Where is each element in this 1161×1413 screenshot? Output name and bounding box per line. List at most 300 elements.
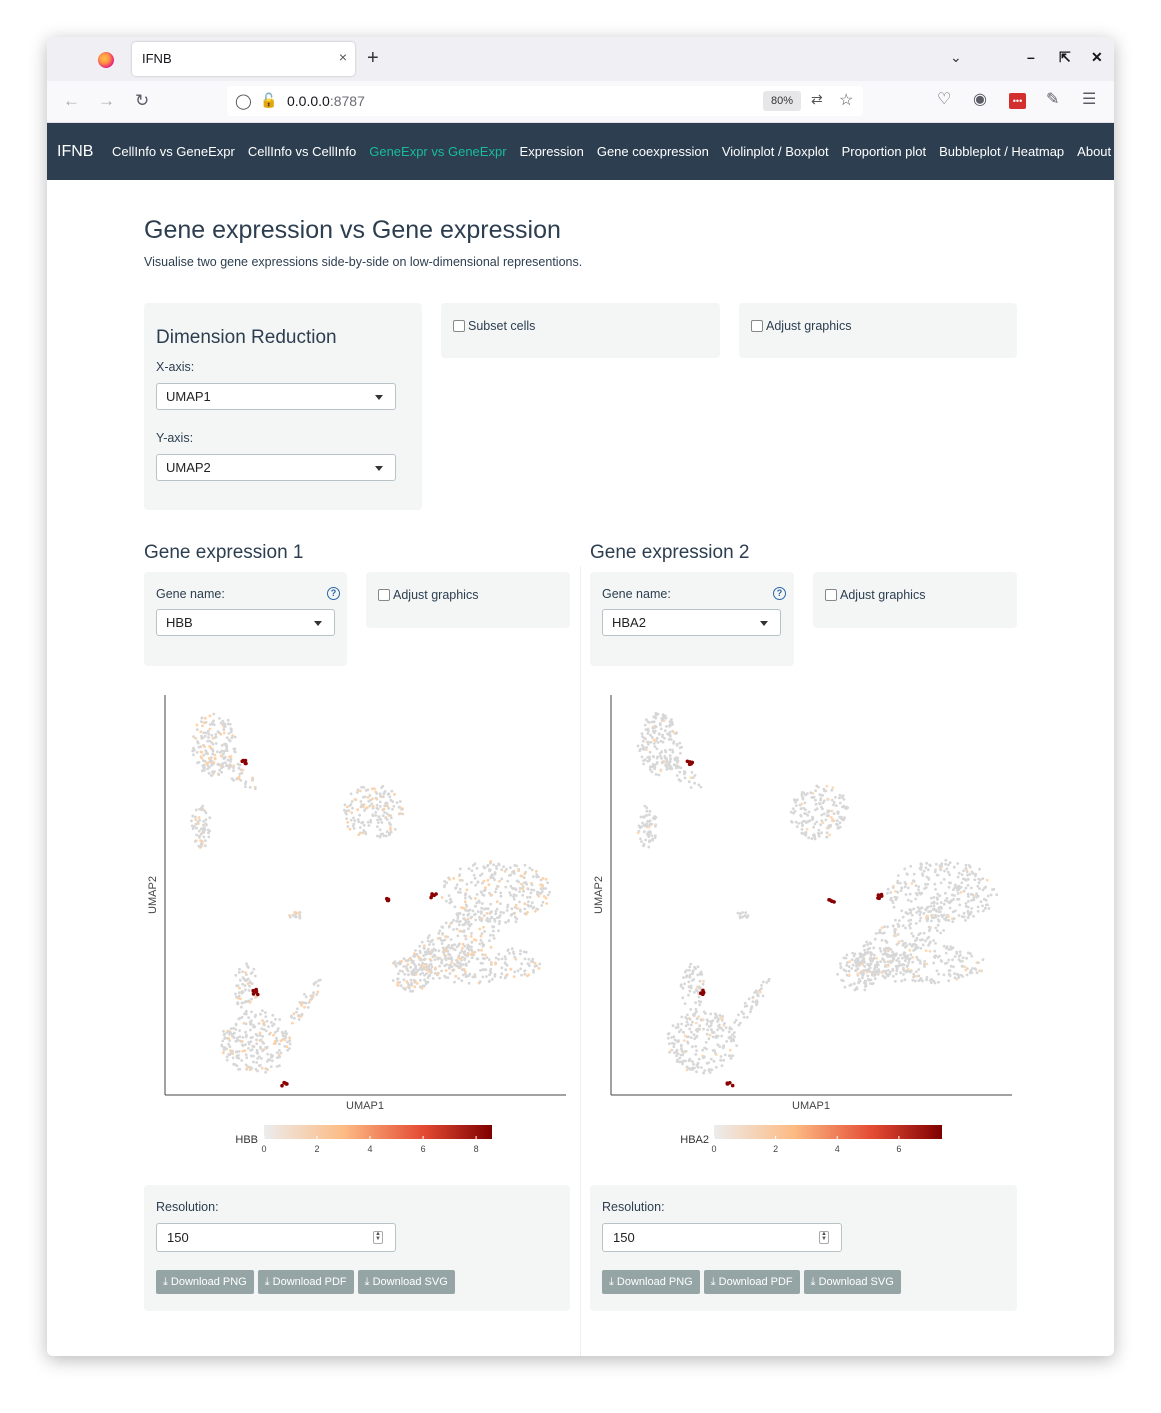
cell-point: [658, 732, 661, 735]
cell-point: [270, 1065, 273, 1068]
cell-point: [464, 897, 467, 900]
cell-point: [957, 976, 960, 979]
cell-point: [929, 950, 932, 953]
cell-point: [680, 1045, 683, 1048]
cell-point: [876, 961, 879, 964]
cell-point: [846, 954, 849, 957]
cell-point: [202, 824, 205, 827]
cell-point: [866, 969, 869, 972]
close-window-icon[interactable]: ✕: [1091, 49, 1103, 65]
x-axis-label: X-axis:: [156, 360, 195, 374]
cell-point: [210, 741, 213, 744]
nav-link-8[interactable]: About: [1077, 144, 1112, 159]
cell-point: [911, 979, 914, 982]
cell-point: [349, 828, 352, 831]
close-tab-icon[interactable]: ×: [338, 49, 347, 65]
cell-point: [262, 1022, 265, 1025]
nav-link-2[interactable]: GeneExpr vs GeneExpr: [369, 144, 507, 159]
cell-point: [695, 1070, 698, 1073]
cell-point: [664, 749, 667, 752]
cell-point: [682, 976, 685, 979]
cell-point: [231, 736, 234, 739]
cell-point: [934, 927, 937, 930]
cell-point: [266, 1020, 269, 1023]
gene-2-select[interactable]: HBA2: [602, 609, 781, 636]
zoom-level[interactable]: 80%: [763, 91, 801, 111]
cell-point: [962, 965, 965, 968]
cell-point: [508, 952, 511, 955]
cell-point: [806, 828, 809, 831]
cell-point: [379, 836, 382, 839]
cell-point: [481, 953, 484, 956]
y-axis-select[interactable]: UMAP2: [156, 454, 396, 481]
cell-point: [987, 895, 990, 898]
cell-point: [192, 753, 195, 756]
cell-point: [680, 1048, 683, 1051]
cell-point: [965, 905, 968, 908]
translate-icon[interactable]: ⇄: [811, 91, 823, 107]
cell-point: [520, 962, 523, 965]
cell-point: [947, 871, 950, 874]
cell-point: [940, 882, 943, 885]
cell-point: [222, 752, 225, 755]
gene-1-adjust-graphics-checkbox[interactable]: Adjust graphics: [378, 588, 478, 602]
cell-point: [940, 862, 943, 865]
forward-icon[interactable]: →: [98, 91, 115, 110]
cell-point: [639, 838, 642, 841]
help-icon[interactable]: ?: [327, 587, 340, 600]
cell-point: [942, 929, 945, 932]
cell-point: [648, 839, 651, 842]
cell-point: [662, 713, 665, 716]
high-expression-point: [430, 894, 434, 898]
cell-point: [531, 901, 534, 904]
cell-point: [671, 751, 674, 754]
cell-point: [645, 728, 648, 731]
cell-point: [757, 995, 760, 998]
cell-point: [669, 754, 672, 757]
app-brand[interactable]: IFNB: [57, 143, 94, 160]
cell-point: [650, 741, 653, 744]
cell-point: [756, 1000, 759, 1003]
download-png-button[interactable]: ⤓ Download PNG: [156, 1270, 254, 1294]
cell-point: [905, 911, 908, 914]
nav-link-7[interactable]: Bubbleplot / Heatmap: [939, 144, 1065, 159]
cell-point: [645, 806, 648, 809]
cell-point: [437, 932, 440, 935]
cell-point: [477, 910, 480, 913]
cell-point: [959, 954, 962, 957]
cell-point: [444, 935, 447, 938]
cell-point: [953, 894, 956, 897]
cell-point: [352, 817, 355, 820]
cell-point: [804, 808, 807, 811]
cell-point: [261, 1067, 264, 1070]
cell-point: [413, 985, 416, 988]
cell-point: [517, 869, 520, 872]
cell-point: [230, 758, 233, 761]
cell-point: [664, 729, 667, 732]
cell-point: [199, 730, 202, 733]
cell-point: [915, 956, 918, 959]
cell-point: [870, 953, 873, 956]
cell-point: [489, 903, 492, 906]
cell-point: [977, 961, 980, 964]
cell-point: [947, 864, 950, 867]
cell-point: [637, 745, 640, 748]
cell-point: [680, 1016, 683, 1019]
cell-point: [933, 896, 936, 899]
cell-point: [673, 1035, 676, 1038]
reload-icon[interactable]: ↻: [135, 91, 150, 110]
cell-point: [494, 920, 497, 923]
pocket-icon[interactable]: ♡: [937, 91, 952, 108]
download-png-button[interactable]: ⤓ Download PNG: [602, 1270, 700, 1294]
subset-cells-checkbox[interactable]: Subset cells: [453, 319, 535, 333]
cell-point: [652, 715, 655, 718]
cell-point: [668, 1032, 671, 1035]
cell-point: [672, 1024, 675, 1027]
cell-point: [642, 740, 645, 743]
nav-link-6[interactable]: Proportion plot: [841, 144, 927, 159]
cell-point: [274, 1040, 277, 1043]
cell-point: [381, 785, 384, 788]
cell-point: [653, 742, 656, 745]
cell-point: [507, 904, 510, 907]
cell-point: [212, 720, 215, 723]
cell-point: [731, 1033, 734, 1036]
cell-point: [362, 786, 365, 789]
cell-point: [925, 978, 928, 981]
cell-point: [737, 912, 740, 915]
cell-point: [730, 1057, 733, 1060]
cell-point: [883, 925, 886, 928]
cell-point: [198, 761, 201, 764]
cell-point: [511, 947, 514, 950]
cell-point: [929, 910, 932, 913]
shield-icon[interactable]: ◯: [235, 93, 252, 110]
nav-link-1[interactable]: CellInfo vs CellInfo: [247, 144, 357, 159]
cell-point: [515, 920, 518, 923]
hamburger-menu-icon[interactable]: ☰: [1082, 91, 1097, 108]
url-text[interactable]: 0.0.0.0:8787: [287, 93, 365, 109]
minimize-icon[interactable]: –: [1027, 49, 1035, 65]
cell-point: [292, 914, 295, 917]
legend-tick-label: 6: [896, 1144, 902, 1154]
cell-point: [204, 839, 207, 842]
cell-point: [851, 958, 854, 961]
cell-point: [947, 919, 950, 922]
cell-point: [518, 890, 521, 893]
cell-point: [688, 1028, 691, 1031]
cell-point: [250, 1011, 253, 1014]
cell-point: [272, 1034, 275, 1037]
cell-point: [351, 807, 354, 810]
checkbox-box[interactable]: [453, 320, 465, 332]
cell-point: [642, 844, 645, 847]
extension-globe-icon[interactable]: ◉: [973, 91, 987, 108]
cell-point: [222, 1052, 225, 1055]
cell-point: [463, 929, 466, 932]
resolution-input[interactable]: 150 ▲ ▼: [602, 1223, 842, 1252]
cell-point: [982, 958, 985, 961]
cell-point: [229, 740, 232, 743]
cell-point: [519, 910, 522, 913]
cell-point: [464, 900, 467, 903]
cell-point: [477, 949, 480, 952]
cell-point: [752, 996, 755, 999]
cell-point: [976, 885, 979, 888]
cell-point: [227, 723, 230, 726]
cell-point: [655, 773, 658, 776]
cell-point: [202, 820, 205, 823]
cell-point: [667, 1037, 670, 1040]
cell-point: [925, 866, 928, 869]
cell-point: [284, 1032, 287, 1035]
url-bar[interactable]: [227, 86, 863, 116]
cell-point: [524, 864, 527, 867]
nav-link-0[interactable]: CellInfo vs GeneExpr: [112, 144, 235, 159]
x-axis-select[interactable]: UMAP1: [156, 383, 396, 410]
cell-point: [648, 758, 651, 761]
cell-point: [901, 887, 904, 890]
cell-point: [647, 741, 650, 744]
gene-1-select[interactable]: HBB: [156, 609, 335, 636]
cell-point: [676, 757, 679, 760]
cell-point: [286, 1045, 289, 1048]
cell-point: [443, 975, 446, 978]
spinner-icon[interactable]: ▲ ▼: [819, 1231, 829, 1244]
maximize-icon[interactable]: ⇱: [1059, 49, 1071, 65]
cell-point: [514, 887, 517, 890]
adjust-graphics-checkbox[interactable]: Adjust graphics: [751, 319, 851, 333]
cell-point: [480, 910, 483, 913]
cell-point: [832, 804, 835, 807]
cell-point: [710, 1028, 713, 1031]
gene-2-adjust-graphics-checkbox[interactable]: Adjust graphics: [825, 588, 925, 602]
cell-point: [693, 1033, 696, 1036]
cell-point: [958, 904, 961, 907]
cell-point: [223, 757, 226, 760]
nav-link-5[interactable]: Violinplot / Boxplot: [721, 144, 829, 159]
cell-point: [709, 1020, 712, 1023]
nav-link-4[interactable]: Gene coexpression: [596, 144, 709, 159]
cell-point: [862, 973, 865, 976]
cell-point: [519, 949, 522, 952]
cell-point: [379, 795, 382, 798]
cell-point: [376, 835, 379, 838]
cell-point: [892, 901, 895, 904]
cell-point: [474, 897, 477, 900]
cell-point: [911, 956, 914, 959]
cell-point: [471, 869, 474, 872]
cell-point: [885, 953, 888, 956]
cell-point: [385, 835, 388, 838]
resolution-input[interactable]: 150 ▲ ▼: [156, 1223, 396, 1252]
cell-point: [659, 752, 662, 755]
cell-point: [722, 1029, 725, 1032]
cell-point: [238, 1057, 241, 1060]
cell-point: [818, 793, 821, 796]
download-pdf-button[interactable]: ⤓ Download PDF: [704, 1270, 800, 1294]
cell-point: [874, 938, 877, 941]
legend-tick-label: 2: [773, 1144, 779, 1154]
cell-point: [344, 803, 347, 806]
cell-point: [379, 801, 382, 804]
cell-point: [195, 809, 198, 812]
cell-point: [694, 1001, 697, 1004]
cell-point: [699, 972, 702, 975]
download-svg-button[interactable]: ⤓ Download SVG: [358, 1270, 455, 1294]
cell-point: [698, 987, 701, 990]
cell-point: [502, 911, 505, 914]
cell-point: [239, 979, 242, 982]
cell-point: [221, 1040, 224, 1043]
download-svg-button[interactable]: ⤓ Download SVG: [804, 1270, 901, 1294]
cell-point: [427, 950, 430, 953]
cell-point: [947, 900, 950, 903]
cell-point: [504, 886, 507, 889]
cell-point: [662, 741, 665, 744]
cell-point: [284, 1036, 287, 1039]
extensions-puzzle-icon[interactable]: ✎: [1046, 91, 1060, 108]
cell-point: [388, 814, 391, 817]
cell-point: [271, 1059, 274, 1062]
legend-tick-label: 4: [367, 1144, 373, 1154]
cell-point: [440, 970, 443, 973]
cell-point: [430, 959, 433, 962]
cell-point: [887, 888, 890, 891]
cell-point: [447, 976, 450, 979]
cell-point: [210, 764, 213, 767]
cell-point: [922, 944, 925, 947]
cell-point: [992, 888, 995, 891]
cell-point: [845, 964, 848, 967]
cell-point: [926, 976, 929, 979]
chevron-down-icon[interactable]: ⌄: [950, 49, 962, 65]
cell-point: [918, 913, 921, 916]
cell-point: [859, 962, 862, 965]
cell-point: [739, 915, 742, 918]
cell-point: [679, 746, 682, 749]
spinner-icon[interactable]: ▲ ▼: [373, 1231, 383, 1244]
cell-point: [445, 969, 448, 972]
cell-point: [238, 995, 241, 998]
extension-red-icon[interactable]: •••: [1009, 93, 1026, 109]
cell-point: [519, 887, 522, 890]
cell-point: [346, 806, 349, 809]
checkbox-box[interactable]: [751, 320, 763, 332]
cell-point: [873, 974, 876, 977]
cell-point: [934, 888, 937, 891]
cell-point: [828, 834, 831, 837]
cell-point: [682, 1031, 685, 1034]
cell-point: [542, 901, 545, 904]
cell-point: [443, 964, 446, 967]
cell-point: [499, 976, 502, 979]
cell-point: [680, 766, 683, 769]
cell-point: [681, 996, 684, 999]
new-tab-button[interactable]: +: [367, 47, 379, 69]
cell-point: [426, 966, 429, 969]
cell-point: [983, 887, 986, 890]
cell-point: [792, 812, 795, 815]
cell-point: [693, 966, 696, 969]
cell-point: [383, 805, 386, 808]
cell-point: [509, 885, 512, 888]
cell-point: [294, 913, 297, 916]
adjust-graphics-panel: [739, 303, 1017, 358]
cell-point: [224, 725, 227, 728]
cell-point: [498, 916, 501, 919]
browser-tab[interactable]: [132, 42, 355, 76]
cell-point: [677, 760, 680, 763]
cell-point: [900, 889, 903, 892]
cell-point: [480, 935, 483, 938]
cell-point: [893, 906, 896, 909]
cell-point: [531, 869, 534, 872]
cell-point: [400, 960, 403, 963]
cell-point: [360, 806, 363, 809]
cell-point: [826, 831, 829, 834]
cell-point: [515, 918, 518, 921]
cell-point: [703, 1069, 706, 1072]
cell-point: [479, 980, 482, 983]
download-pdf-button[interactable]: ⤓ Download PDF: [258, 1270, 354, 1294]
cell-point: [683, 1039, 686, 1042]
cell-point: [807, 820, 810, 823]
cell-point: [195, 827, 198, 830]
cell-point: [902, 916, 905, 919]
cell-point: [500, 895, 503, 898]
cell-point: [930, 914, 933, 917]
cell-point: [746, 1005, 749, 1008]
nav-link-3[interactable]: Expression: [519, 144, 584, 159]
cell-point: [381, 833, 384, 836]
checkbox-box[interactable]: [825, 589, 837, 601]
cell-point: [695, 1053, 698, 1056]
back-icon[interactable]: ←: [63, 91, 80, 110]
cell-point: [975, 892, 978, 895]
help-icon[interactable]: ?: [773, 587, 786, 600]
cell-point: [649, 819, 652, 822]
insecure-lock-icon[interactable]: 🔓: [260, 92, 278, 108]
resolution-label: Resolution:: [156, 1200, 219, 1214]
bookmark-star-icon[interactable]: ☆: [839, 92, 854, 109]
cell-point: [905, 970, 908, 973]
cell-point: [228, 732, 231, 735]
cell-point: [305, 1002, 308, 1005]
cell-point: [460, 979, 463, 982]
cell-point: [447, 953, 450, 956]
cell-point: [903, 964, 906, 967]
cell-point: [299, 1001, 302, 1004]
cell-point: [417, 955, 420, 958]
cell-point: [527, 962, 530, 965]
checkbox-box[interactable]: [378, 589, 390, 601]
cell-point: [988, 907, 991, 910]
cell-point: [222, 765, 225, 768]
cell-point: [914, 980, 917, 983]
cell-point: [476, 893, 479, 896]
cell-point: [289, 1043, 292, 1046]
cell-point: [664, 764, 667, 767]
cell-point: [367, 800, 370, 803]
cell-point: [371, 787, 374, 790]
cell-point: [244, 785, 247, 788]
cell-point: [795, 800, 798, 803]
cell-point: [896, 891, 899, 894]
